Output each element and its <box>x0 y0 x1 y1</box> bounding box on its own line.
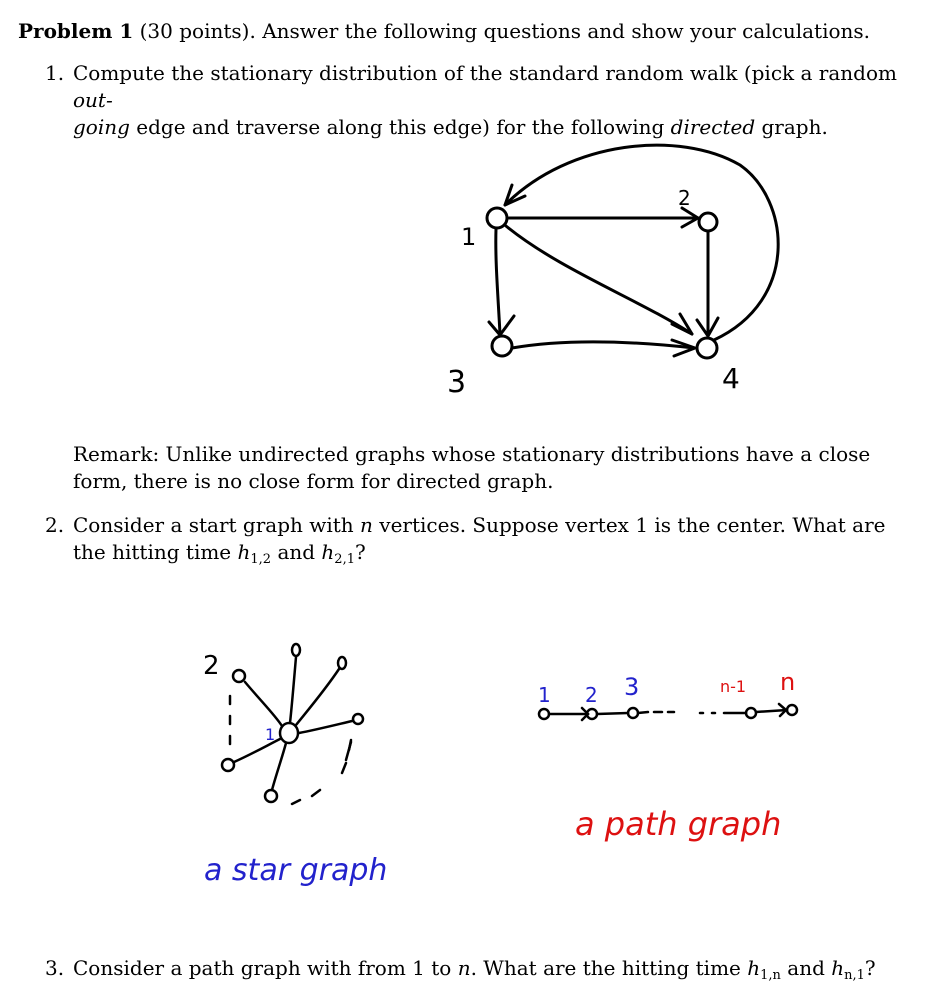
path-label-2: 2 <box>585 683 598 707</box>
star-label-2: 2 <box>203 651 220 681</box>
q1-remark: Remark: Unlike undirected graphs whose stationary distributions have a close form, there is no close form for directed graph. <box>73 442 871 493</box>
problem-instruction: Answer the following questions and show your calculations. <box>262 19 871 43</box>
q2-sub2: 2,1 <box>334 552 355 567</box>
path-graph-caption: a path graph <box>575 805 782 843</box>
q2-qmark: ? <box>354 540 366 564</box>
q3-sub2: n,1 <box>844 968 865 983</box>
q3-sub1: 1,n <box>760 968 781 983</box>
path-label-3: 3 <box>624 673 640 701</box>
star-graph-caption: a star graph <box>204 853 388 888</box>
q2-and: and <box>277 540 316 564</box>
path-label-n: n <box>780 668 796 696</box>
graph-label-1: 1 <box>461 223 477 251</box>
q3-text <box>73 955 923 982</box>
q2-text-a: Consider a start graph with <box>73 513 354 537</box>
q1-em-a: out- <box>73 88 113 112</box>
q1-text-b: edge and traverse along this edge) for the following <box>136 115 665 139</box>
q1-text-c: graph. <box>761 115 828 139</box>
path-label-1: 1 <box>538 683 551 707</box>
q3-and: and <box>787 956 825 980</box>
q3-number: 3. <box>45 956 65 980</box>
q3-qmark: ? <box>864 956 876 980</box>
q2-h1: h <box>237 540 251 564</box>
graph-label-3: 3 <box>447 365 467 400</box>
graph-label-4: 4 <box>722 362 740 395</box>
q3-text-a: Consider a path graph with from 1 to <box>73 956 452 980</box>
q2-sub1: 1,2 <box>250 552 272 567</box>
q1-number: 1. <box>45 61 65 85</box>
q2-number: 2. <box>45 513 65 537</box>
q1-em-b: going <box>73 115 130 139</box>
q3-var-n: n <box>457 956 471 980</box>
path-label-n-1: n-1 <box>720 677 747 696</box>
q1-text-a: Compute the stationary distribution of the standard random walk (pick a random <box>73 61 897 85</box>
graph-label-2: 2 <box>678 186 691 210</box>
q3-h2: h <box>831 956 845 980</box>
q2-var-n: n <box>360 513 373 537</box>
q1-em-c: directed <box>670 115 756 139</box>
q2-text-b: vertices. Suppose vertex 1 is the center. What are the hitting time <box>73 513 886 564</box>
problem-label: Problem 1 <box>18 19 134 43</box>
star-label-1: 1 <box>265 725 276 744</box>
q2-h2: h <box>321 540 335 564</box>
q3-text-b: . What are the hitting time <box>470 956 741 980</box>
problem-points: (30 points). <box>139 19 256 43</box>
q3-h1: h <box>747 956 761 980</box>
